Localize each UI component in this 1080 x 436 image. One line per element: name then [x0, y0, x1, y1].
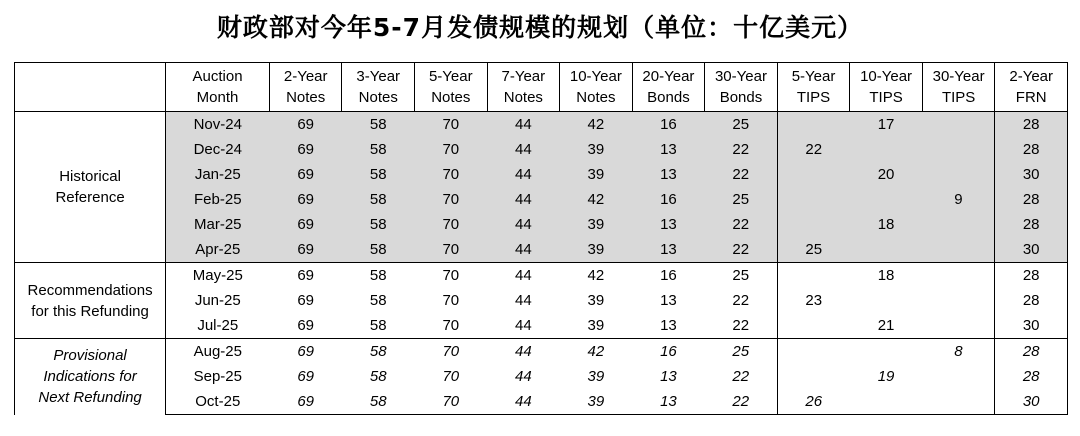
value-cell: [850, 137, 923, 162]
value-cell: 25: [777, 237, 850, 263]
auction-month-cell: Oct-25: [166, 389, 270, 415]
value-cell: 19: [877, 368, 895, 385]
auction-month-cell: Mar-25: [166, 212, 270, 237]
value-cell: 42: [560, 112, 633, 138]
value-cell: 44: [514, 292, 532, 309]
value-cell: 39: [560, 162, 633, 187]
auction-month-cell: Jun-25: [166, 288, 270, 313]
value-cell: [850, 187, 923, 212]
value-cell: 44: [487, 339, 560, 365]
value-cell: 70: [415, 187, 488, 212]
table-row: [15, 288, 1068, 313]
value-cell: 44: [487, 389, 560, 415]
value-cell: 44: [487, 137, 560, 162]
group-label: Provisional Indications for Next Refunding: [15, 339, 166, 415]
value-cell: 13: [632, 389, 705, 415]
page-title: 财政部对今年5-7月发债规模的规划（单位：十亿美元）: [216, 13, 864, 42]
column-header: 7-Year Notes: [487, 63, 560, 112]
value-cell: 9: [922, 187, 995, 212]
column-header: Auction Month: [166, 63, 270, 112]
value-cell: 39: [560, 389, 633, 415]
value-cell: 58: [342, 212, 415, 237]
table-row: [15, 389, 1068, 415]
value-cell: [922, 162, 995, 187]
value-cell: [922, 313, 995, 339]
value-cell: 25: [705, 263, 778, 289]
value-cell: 44: [487, 187, 560, 212]
value-cell: 44: [487, 162, 560, 187]
value-cell: 70: [442, 368, 460, 385]
value-cell: 16: [632, 112, 705, 138]
group-label: Recommendations for this Refunding: [15, 263, 166, 339]
value-cell: 69: [297, 317, 315, 334]
value-cell: 30: [995, 162, 1068, 187]
value-cell: 22: [777, 137, 850, 162]
value-cell: 22: [732, 317, 750, 334]
value-cell: 28: [995, 263, 1068, 289]
column-header: 20-Year Bonds: [632, 63, 705, 112]
value-cell: 70: [442, 317, 460, 334]
value-cell: 13: [660, 368, 677, 385]
auction-month-cell: Jul-25: [166, 313, 270, 339]
value-cell: 69: [269, 389, 342, 415]
header-cell-group: [15, 63, 166, 112]
value-cell: [922, 389, 995, 415]
value-cell: 69: [269, 339, 342, 365]
table-row: [15, 162, 1068, 187]
value-cell: [922, 112, 995, 138]
value-cell: 58: [369, 292, 387, 309]
value-cell: 28: [995, 288, 1068, 313]
value-cell: [922, 237, 995, 263]
value-cell: 39: [560, 237, 633, 263]
table-row: [15, 339, 1068, 365]
value-cell: 28: [995, 187, 1068, 212]
table-body: [15, 112, 1068, 415]
value-cell: 58: [342, 339, 415, 365]
value-cell: 22: [705, 137, 778, 162]
column-header: 10-Year Notes: [560, 63, 633, 112]
value-cell: 70: [442, 292, 460, 309]
value-cell: [777, 263, 850, 289]
value-cell: 22: [732, 368, 750, 385]
value-cell: 28: [995, 212, 1068, 237]
value-cell: 25: [705, 187, 778, 212]
value-cell: 25: [705, 112, 778, 138]
value-cell: 30: [995, 313, 1068, 339]
value-cell: [777, 112, 850, 138]
auction-schedule-table: [14, 62, 1068, 415]
value-cell: 69: [269, 137, 342, 162]
value-cell: 20: [850, 162, 923, 187]
value-cell: 58: [342, 187, 415, 212]
value-cell: 13: [660, 292, 677, 309]
value-cell: [777, 212, 850, 237]
value-cell: 70: [415, 263, 488, 289]
value-cell: 25: [705, 339, 778, 365]
value-cell: 22: [705, 162, 778, 187]
value-cell: [850, 389, 923, 415]
value-cell: 30: [995, 237, 1068, 263]
value-cell: 28: [995, 112, 1068, 138]
value-cell: 44: [487, 263, 560, 289]
value-cell: 58: [342, 263, 415, 289]
value-cell: 16: [632, 187, 705, 212]
group-label: Historical Reference: [15, 112, 166, 263]
column-header: 5-Year TIPS: [777, 63, 850, 112]
value-cell: 39: [560, 212, 633, 237]
value-cell: [850, 288, 923, 313]
value-cell: 39: [587, 368, 605, 385]
table-row: [15, 187, 1068, 212]
value-cell: 58: [342, 112, 415, 138]
auction-month-cell: Feb-25: [166, 187, 270, 212]
table-row: [15, 212, 1068, 237]
column-header: 30-Year Bonds: [705, 63, 778, 112]
auction-month-cell: Dec-24: [166, 137, 270, 162]
auction-month-cell: Sep-25: [166, 364, 270, 389]
value-cell: 39: [560, 137, 633, 162]
value-cell: 69: [269, 187, 342, 212]
column-header: 2-Year FRN: [995, 63, 1068, 112]
value-cell: 58: [369, 317, 387, 334]
value-cell: 70: [415, 212, 488, 237]
value-cell: 13: [632, 237, 705, 263]
value-cell: 17: [850, 112, 923, 138]
value-cell: [777, 162, 850, 187]
value-cell: 18: [850, 212, 923, 237]
table-row: [15, 112, 1068, 138]
value-cell: 70: [415, 112, 488, 138]
value-cell: 69: [269, 212, 342, 237]
value-cell: [922, 288, 995, 313]
value-cell: 16: [632, 263, 705, 289]
column-header: 30-Year TIPS: [922, 63, 995, 112]
value-cell: 39: [587, 317, 605, 334]
value-cell: 44: [487, 212, 560, 237]
value-cell: [850, 339, 923, 365]
value-cell: 26: [777, 389, 850, 415]
value-cell: 69: [269, 263, 342, 289]
value-cell: [777, 364, 850, 389]
value-cell: 44: [487, 112, 560, 138]
value-cell: 58: [342, 162, 415, 187]
value-cell: 70: [415, 237, 488, 263]
column-header: 5-Year Notes: [415, 63, 488, 112]
table-row: [15, 313, 1068, 339]
value-cell: 58: [369, 368, 387, 385]
column-header: 3-Year Notes: [342, 63, 415, 112]
value-cell: 58: [342, 237, 415, 263]
value-cell: 22: [705, 389, 778, 415]
value-cell: 13: [632, 137, 705, 162]
value-cell: 70: [415, 389, 488, 415]
value-cell: 8: [922, 339, 995, 365]
value-cell: 44: [487, 237, 560, 263]
value-cell: 22: [705, 212, 778, 237]
table-row: [15, 263, 1068, 289]
value-cell: 58: [342, 389, 415, 415]
table-row: [15, 237, 1068, 263]
value-cell: 69: [269, 162, 342, 187]
table-row: [15, 364, 1068, 389]
value-cell: 42: [560, 263, 633, 289]
value-cell: 70: [415, 339, 488, 365]
value-cell: [922, 364, 995, 389]
value-cell: 22: [705, 237, 778, 263]
value-cell: [922, 263, 995, 289]
value-cell: 13: [632, 212, 705, 237]
value-cell: 22: [732, 292, 750, 309]
value-cell: 21: [877, 317, 895, 334]
value-cell: 58: [342, 137, 415, 162]
auction-month-cell: Jan-25: [166, 162, 270, 187]
value-cell: 28: [995, 137, 1068, 162]
value-cell: 23: [777, 288, 850, 313]
value-cell: 28: [995, 364, 1068, 389]
value-cell: [922, 212, 995, 237]
value-cell: 70: [415, 162, 488, 187]
table-header: [15, 63, 1068, 112]
value-cell: [850, 237, 923, 263]
auction-month-cell: Nov-24: [166, 112, 270, 138]
value-cell: 13: [660, 317, 677, 334]
value-cell: 69: [269, 112, 342, 138]
value-cell: 44: [514, 317, 532, 334]
value-cell: 28: [995, 339, 1068, 365]
auction-month-cell: Aug-25: [166, 339, 270, 365]
value-cell: 18: [850, 263, 923, 289]
value-cell: [922, 137, 995, 162]
value-cell: 44: [514, 368, 532, 385]
value-cell: [777, 187, 850, 212]
table-row: [15, 137, 1068, 162]
auction-month-cell: Apr-25: [166, 237, 270, 263]
value-cell: 70: [415, 137, 488, 162]
value-cell: 69: [269, 237, 342, 263]
value-cell: 13: [632, 162, 705, 187]
header-row: [15, 63, 1068, 112]
value-cell: 42: [560, 339, 633, 365]
value-cell: 69: [297, 292, 315, 309]
value-cell: [777, 313, 850, 339]
column-header: 10-Year TIPS: [850, 63, 923, 112]
column-header: 2-Year Notes: [269, 63, 342, 112]
value-cell: 42: [560, 187, 633, 212]
value-cell: 69: [297, 368, 315, 385]
value-cell: 39: [587, 292, 605, 309]
value-cell: 30: [995, 389, 1068, 415]
auction-month-cell: May-25: [166, 263, 270, 289]
value-cell: [777, 339, 850, 365]
value-cell: 16: [632, 339, 705, 365]
